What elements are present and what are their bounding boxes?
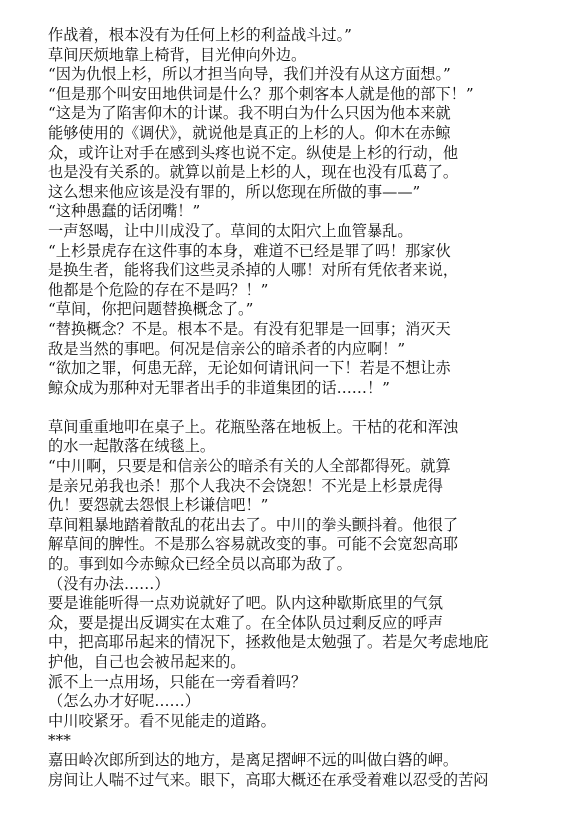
text-line: 派不上一点用场，只能在一旁看着吗？ (48, 672, 307, 691)
text-line: “因为仇恨上杉，所以才担当向导，我们并没有从这方面想。” (48, 65, 451, 84)
text-line: 仇！要怨就去怨恨上杉谦信吧！” (48, 496, 269, 515)
text-line: 中，把高耶吊起来的情况下，拯救他是太勉强了。若是欠考虑地庇 (48, 633, 489, 652)
text-line: “这是为了陷害仰木的计谋。我不明白为什么只因为他本来就 (48, 104, 451, 123)
text-line: （怎么办才好呢……） (48, 692, 200, 711)
text-line: 房间让人喘不过气来。眼下，高耶大概还在承受着难以忍受的苦闷 (48, 770, 489, 789)
text-line: 解草间的脾性。不是那么容易就改变的事。可能不会宽恕高耶 (48, 535, 459, 554)
document-body (48, 26, 568, 790)
text-line: 能够使用的《调伏》，就说他是真正的上杉的人。仰木在赤鲸 (48, 123, 451, 142)
text-line: 鲸众成为那种对无罪者出手的非道集团的话……！” (48, 378, 390, 397)
text-line: 草间重重地叩在桌子上。花瓶坠落在地板上。干枯的花和浑浊 (48, 417, 459, 436)
text-line: 也是没有关系的。就算以前是上杉的人，现在也没有瓜葛了。 (48, 163, 459, 182)
text-line: （没有办法……） (48, 574, 170, 593)
text-line: 要是谁能听得一点劝说就好了吧。队内这种歇斯底里的气氛 (48, 594, 443, 613)
text-line: 他都是个危险的存在不是吗？！” (48, 280, 269, 299)
text-line: “但是那个叫安田地供词是什么？那个刺客本人就是他的部下！” (48, 84, 474, 103)
text-line: 护他，自己也会被吊起来的。 (48, 653, 246, 671)
text-line: “上杉景虎存在这件事的本身，难道不已经是罪了吗！那家伙 (48, 241, 451, 260)
text-line: 众，要是提出反调实在太难了。在全体队员过剩反应的呼声 (48, 613, 443, 632)
text-line: “这种愚蠢的话闭嘴！” (48, 202, 201, 221)
text-line: “替换概念？不是。根本不是。有没有犯罪是一回事；消灭天 (48, 319, 451, 338)
text-line: “欲加之罪，何患无辞，无论如何请讯问一下！若是不想让赤 (48, 359, 451, 378)
text-line: 的水一起散落在绒毯上。 (48, 437, 216, 456)
text-line: *** (48, 731, 71, 750)
text-line: “草间，你把问题替换概念了。” (48, 300, 254, 319)
text-line: 众，或许让对手在感到头疼也说不定。纵使是上杉的行动，他 (48, 143, 459, 162)
text-line: 这么想来他应该是没有罪的，所以您现在所做的事——” (48, 182, 421, 201)
text-line: 一声怒喝，让中川成没了。草间的太阳穴上血管暴乱。 (48, 221, 413, 240)
text-line: 嘉田岭次郎所到达的地方，是离足摺岬不远的叫做白碆的岬。 (48, 750, 459, 769)
text-line: 草间厌烦地靠上椅背，目光伸向外边。 (48, 45, 307, 64)
text-line: 敌是当然的事吧。何况是信亲公的暗杀者的内应啊！” (48, 339, 406, 358)
text-line: 的。事到如今赤鲸众已经全员以高耶为敌了。 (48, 555, 352, 574)
blank-line (48, 398, 568, 418)
text-line: “中川啊，只要是和信亲公的暗杀有关的人全部都得死。就算 (48, 457, 451, 476)
text-line: 草间粗暴地踏着散乱的花出去了。中川的拳头颤抖着。他很了 (48, 515, 459, 534)
text-line: 中川咬紧牙。看不见能走的道路。 (48, 711, 276, 730)
text-line: 作战着，根本没有为任何上杉的利益战斗过。” (48, 26, 352, 44)
text-line: 是亲兄弟我也杀！那个人我决不会饶恕！不光是上杉景虎得 (48, 476, 443, 495)
text-line: 是换生者，能将我们这些灵杀掉的人哪！对所有凭依者来说， (48, 261, 459, 280)
